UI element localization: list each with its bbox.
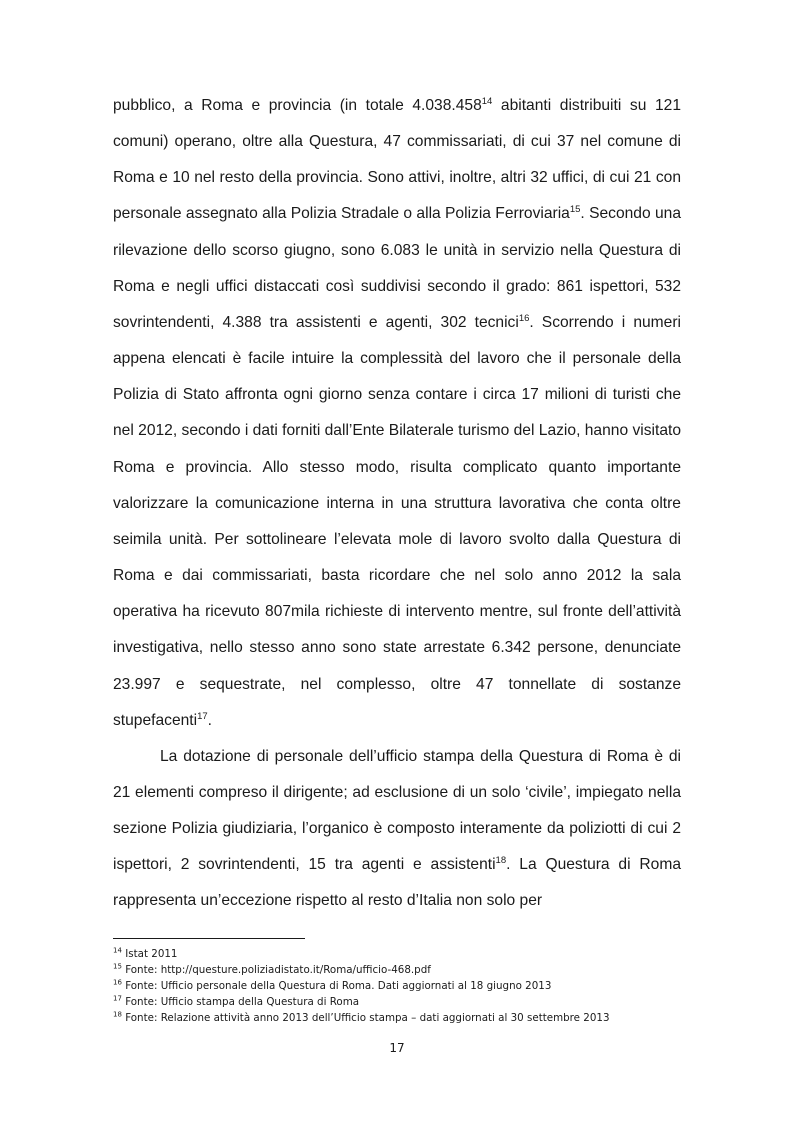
footnote-16	[113, 978, 693, 994]
footnote-ref-16[interactable]: 16	[518, 312, 530, 324]
paragraph-1-text: pubblico, a Roma e provincia (in totale 4.038.458	[113, 97, 482, 114]
footnote-ref-18[interactable]: 18	[495, 855, 507, 867]
paragraph-2-text: La dotazione di personale dell’ufficio stampa della Questura di Roma è di 21 elementi compreso il dirigente; ad esclusione di un solo ‘civile’, impiegato nella sezione Polizia giudiziaria, l’organico è composto interamente da poliziotti di cui 2 ispettori, 2 sovrintendenti, 15 tra agenti e assistenti	[113, 747, 681, 874]
footnote-14	[113, 946, 693, 962]
footnote-separator	[113, 938, 305, 939]
paragraph-1-text: .	[207, 711, 213, 729]
footnote-18	[113, 1010, 693, 1026]
footnote-ref-14[interactable]: 14	[481, 95, 493, 107]
footnote-ref-17[interactable]: 17	[197, 710, 208, 722]
footnote-text: Fonte: Ufficio personale della Questura di Roma. Dati aggiornati al 18 giugno 2013	[125, 980, 552, 992]
footnote-ref-15[interactable]: 15	[569, 204, 581, 216]
footnote-text: Fonte: http://questure.poliziadistato.it/Roma/ufficio-468.pdf	[125, 964, 431, 976]
footnote-number: 17	[113, 994, 122, 1003]
paragraph-1-text: . Scorrendo i numeri appena elencati è facile intuire la complessità del lavoro che il personale della Polizia di Stato affronta ogni giorno senza contare i circa 17 milioni di turisti che nel 2012, secondo i dati forniti dall’Ente Bilaterale turismo del Lazio, hanno visitato Roma e provincia. Allo stesso modo, risulta complicato quanto importante valorizzare la comunicazione interna in una struttura lavorativa che conta oltre seimila unità. Per sottolineare l’elevata mole di lavoro svolto dalla Questura di Roma e dai commissariati, basta ricordare che nel solo anno 2012 la sala operativa ha ricevuto 807mila richieste di intervento mentre, sul fronte dell’attività investigativa, nello stesso anno sono state arrestate 6.342 persone, denunciate 23.997 e sequestrate, nel complesso, oltre 47 tonnellate di sostanze stupefacenti	[113, 313, 681, 729]
page-number: 17	[389, 1041, 405, 1055]
footnote-text: Istat 2011	[125, 948, 178, 960]
footnote-number: 18	[113, 1010, 122, 1019]
paragraph-2-text: . La Questura di Roma rappresenta un’eccezione rispetto al resto d’Italia non solo per	[113, 856, 681, 910]
footnotes	[113, 946, 693, 1026]
footnote-number: 16	[113, 978, 122, 987]
footnote-text: Fonte: Relazione attività anno 2013 dell’Ufficio stampa – dati aggiornati al 30 settembre 2013	[125, 1012, 610, 1024]
footnote-17	[113, 994, 693, 1010]
paragraph-1-text: . Secondo una rilevazione dello scorso giugno, sono 6.083 le unità in servizio nella Questura di Roma e negli uffici distaccati così suddivisi secondo il grado: 861 ispettori, 532 sovrintendenti, 4.388 tra assistenti e agenti, 302 tecnici	[113, 205, 681, 331]
footnote-text: Fonte: Ufficio stampa della Questura di Roma	[125, 996, 360, 1008]
footnote-15	[113, 962, 693, 978]
paragraph-2	[113, 739, 681, 920]
footnote-number: 14	[113, 946, 122, 955]
paragraph-1	[113, 88, 681, 739]
footnote-number: 15	[113, 962, 122, 971]
paragraph-1-text: abitanti distribuiti su 121 comuni) operano, oltre alla Questura, 47 commissariati, di cui 37 nel comune di Roma e 10 nel resto della provincia. Sono attivi, inoltre, altri 32 uffici, di cui 21 con personale assegnato alla Polizia Stradale o alla Polizia Ferroviaria	[113, 97, 681, 223]
body-text	[113, 88, 681, 920]
